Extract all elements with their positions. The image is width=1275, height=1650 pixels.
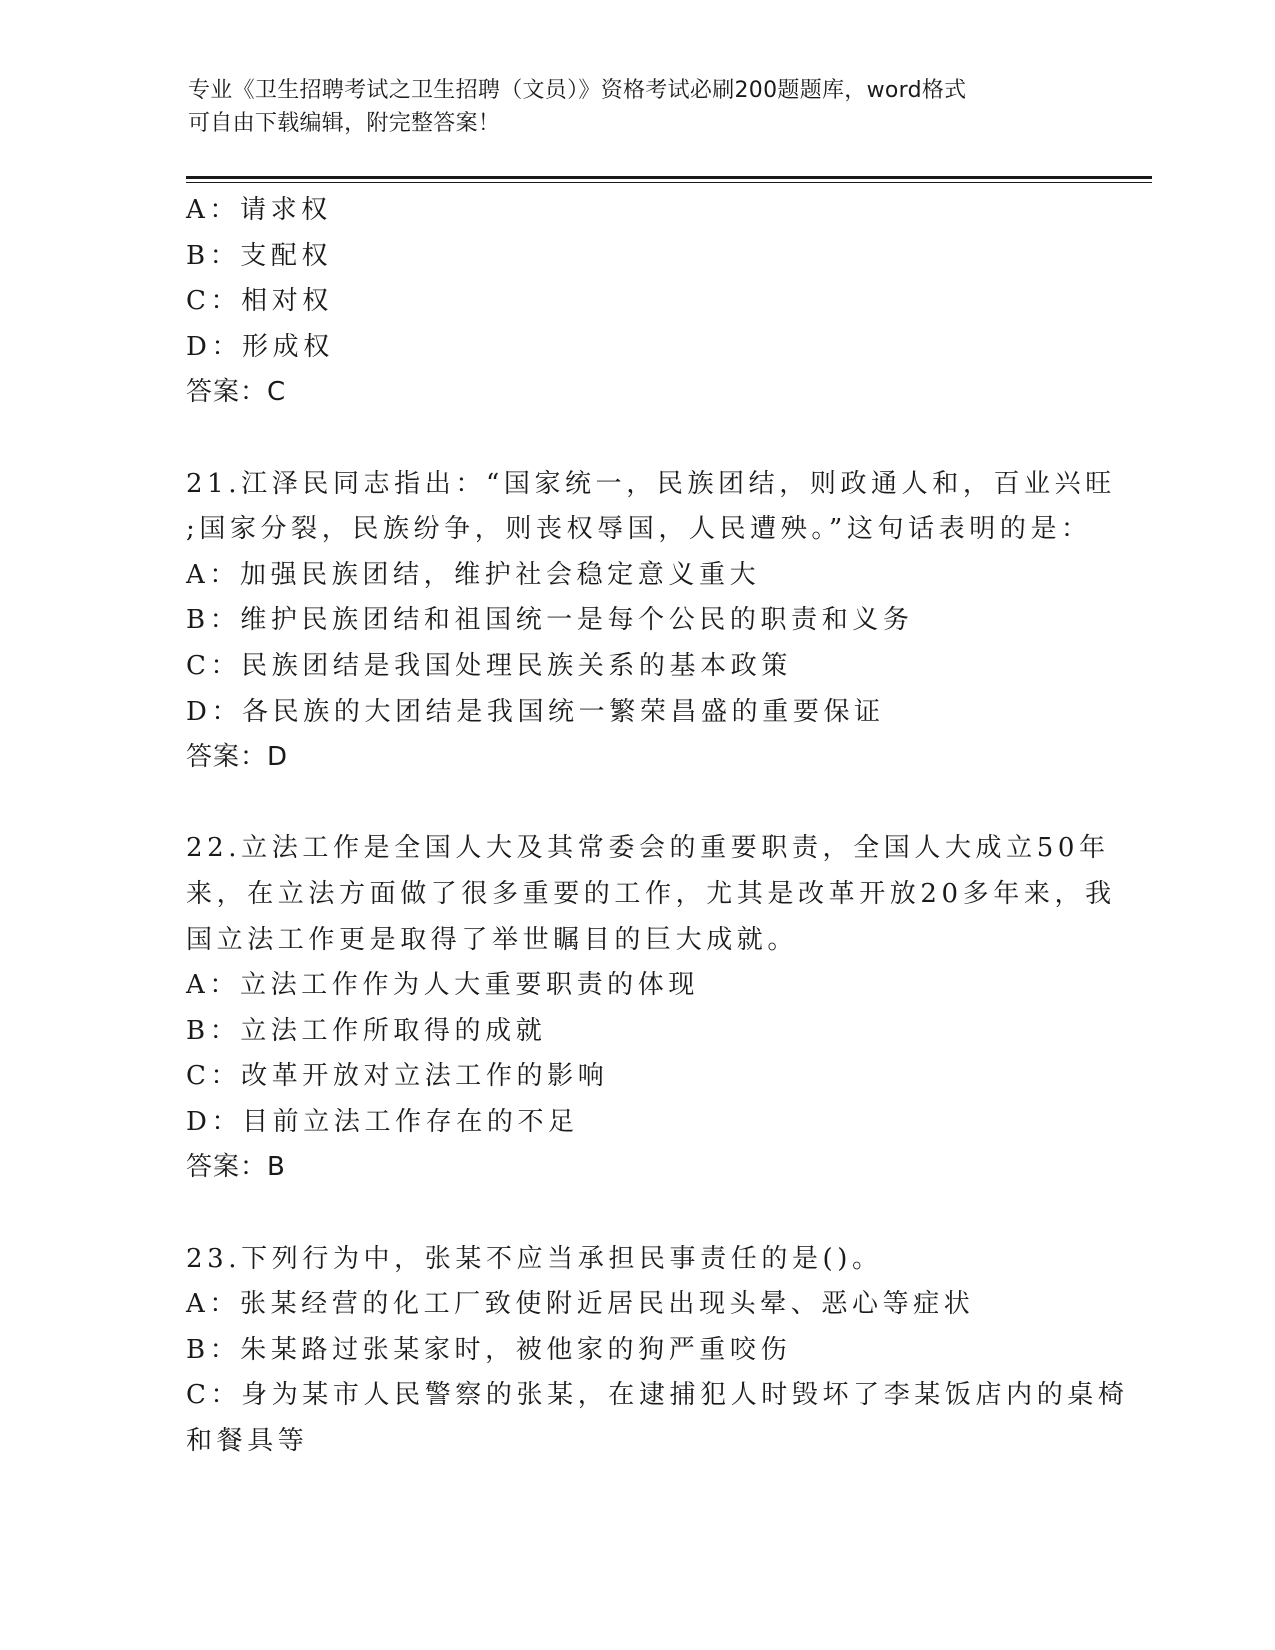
header-divider-thin bbox=[186, 182, 1152, 183]
header-divider-thick bbox=[186, 176, 1152, 179]
answer-line: 答案：D bbox=[186, 742, 289, 773]
document-header bbox=[188, 74, 1068, 140]
question-text-line: 21.江泽民同志指出：“国家统一，民族团结，则政通人和，百业兴旺 bbox=[186, 468, 1116, 499]
option-c: C：相对权 bbox=[186, 286, 333, 317]
option-a: A：请求权 bbox=[186, 195, 332, 225]
option-b: B：维护民族团结和祖国统一是每个公民的职责和义务 bbox=[186, 605, 914, 636]
option-c: C：改革开放对立法工作的影响 bbox=[186, 1061, 609, 1092]
question-text-line: ;国家分裂，民族纷争，则丧权辱国，人民遭殃。”这句话表明的是： bbox=[186, 514, 1092, 545]
option-b: B：支配权 bbox=[186, 240, 333, 271]
question-block-22 bbox=[186, 826, 1116, 1191]
header-title-line-1: 专业《卫生招聘考试之卫生招聘（文员）》资格考试必刷200题题库，word格式 bbox=[188, 78, 967, 103]
option-a: A：立法工作作为人大重要职责的体现 bbox=[186, 970, 699, 1001]
option-a: A：张某经营的化工厂致使附近居民出现头晕、恶心等症状 bbox=[186, 1289, 975, 1320]
block-spacer bbox=[186, 1191, 1086, 1237]
question-block-21 bbox=[186, 462, 1116, 781]
question-text-line: 国立法工作更是取得了举世瞩目的巨大成就。 bbox=[186, 924, 799, 955]
question-text-line: 23.下列行为中，张某不应当承担民事责任的是()。 bbox=[186, 1243, 883, 1274]
option-a: A：加强民族团结，维护社会稳定意义重大 bbox=[186, 559, 761, 590]
option-d: D：形成权 bbox=[186, 331, 334, 362]
option-d: D：目前立法工作存在的不足 bbox=[186, 1106, 579, 1137]
answer-line: 答案：B bbox=[186, 1152, 286, 1183]
option-c: C：身为某市人民警察的张某，在逮捕犯人时毁坏了李某饭店内的桌椅 bbox=[186, 1380, 1129, 1411]
option-c-continued: 和餐具等 bbox=[186, 1426, 309, 1457]
question-list bbox=[186, 188, 1129, 1465]
answer-line: 答案：C bbox=[186, 377, 287, 408]
option-c: C：民族团结是我国处理民族关系的基本政策 bbox=[186, 650, 792, 681]
question-text-line: 来，在立法方面做了很多重要的工作，尤其是改革开放20多年来，我 bbox=[186, 878, 1116, 909]
question-text-line: 22.立法工作是全国人大及其常委会的重要职责，全国人大成立50年 bbox=[186, 833, 1110, 864]
option-b: B：朱某路过张某家时，被他家的狗严重咬伤 bbox=[186, 1334, 792, 1365]
question-block-20 bbox=[186, 188, 1086, 416]
header-title-line-2: 可自由下载编辑，附完整答案！ bbox=[188, 111, 501, 136]
option-d: D：各民族的大团结是我国统一繁荣昌盛的重要保证 bbox=[186, 696, 885, 727]
option-b: B：立法工作所取得的成就 bbox=[186, 1015, 547, 1046]
block-spacer bbox=[186, 416, 1086, 462]
block-spacer bbox=[186, 781, 1086, 827]
question-block-23 bbox=[186, 1237, 1129, 1465]
